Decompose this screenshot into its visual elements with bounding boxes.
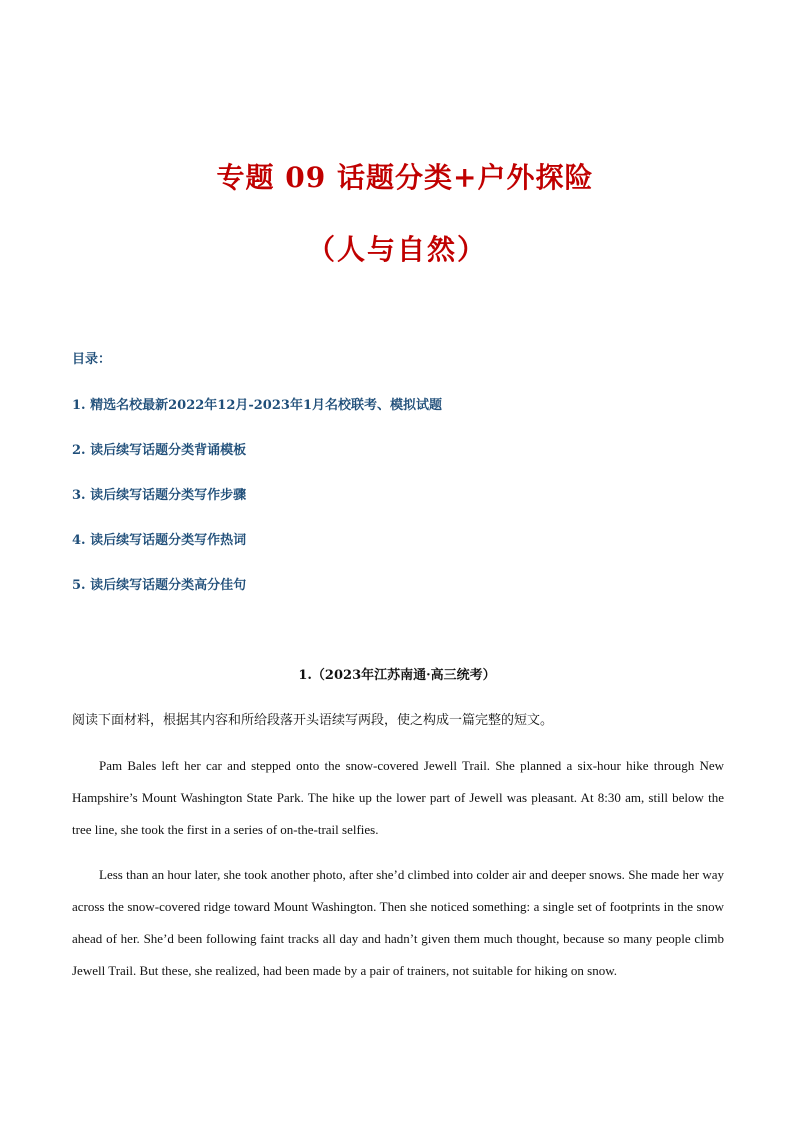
toc-item: 3. 读后续写话题分类写作步骤 [72, 488, 247, 503]
toc-item: 1. 精选名校最新2022年12月-2023年1月名校联考、模拟试题 [72, 398, 442, 413]
question-instruction: 阅读下面材料，根据其内容和所给段落开头语续写两段，使之构成一篇完整的短文。 [72, 713, 554, 728]
passage-paragraph: Pam Bales left her car and stepped onto the snow-covered Jewell Trail. She planned a six-hour hike through New Hampshire’s Mount Washington State Park. The hike up the lower part of Jewell was pleasant. At 8:30 am, still below the tree line, she took the first in a series of on-the-trail selfies. [72, 758, 724, 837]
passage-paragraph: Less than an hour later, she took another photo, after she’d climbed into colder air and deeper snows. She made her way across the snow-covered ridge toward Mount Washington. Then she noticed something: a single set of footprints in the snow ahead of her. She’d been following faint tracks all day and hadn’t given them much thought, because so many people climb Jewell Trail. But these, she realized, had been made by a pair of trainers, not suitable for hiking on snow. [72, 867, 724, 978]
question-title: 1.（2023年江苏南通·高三统考） [298, 668, 496, 683]
toc-heading: 目录： [72, 352, 112, 367]
toc-item: 2. 读后续写话题分类背诵模板 [72, 443, 247, 458]
toc-item: 4. 读后续写话题分类写作热词 [72, 533, 247, 548]
document-subtitle: （人与自然） [306, 233, 487, 266]
document-title: 专题 09 话题分类+户外探险 [216, 161, 594, 194]
toc-item: 5. 读后续写话题分类高分佳句 [72, 578, 247, 593]
